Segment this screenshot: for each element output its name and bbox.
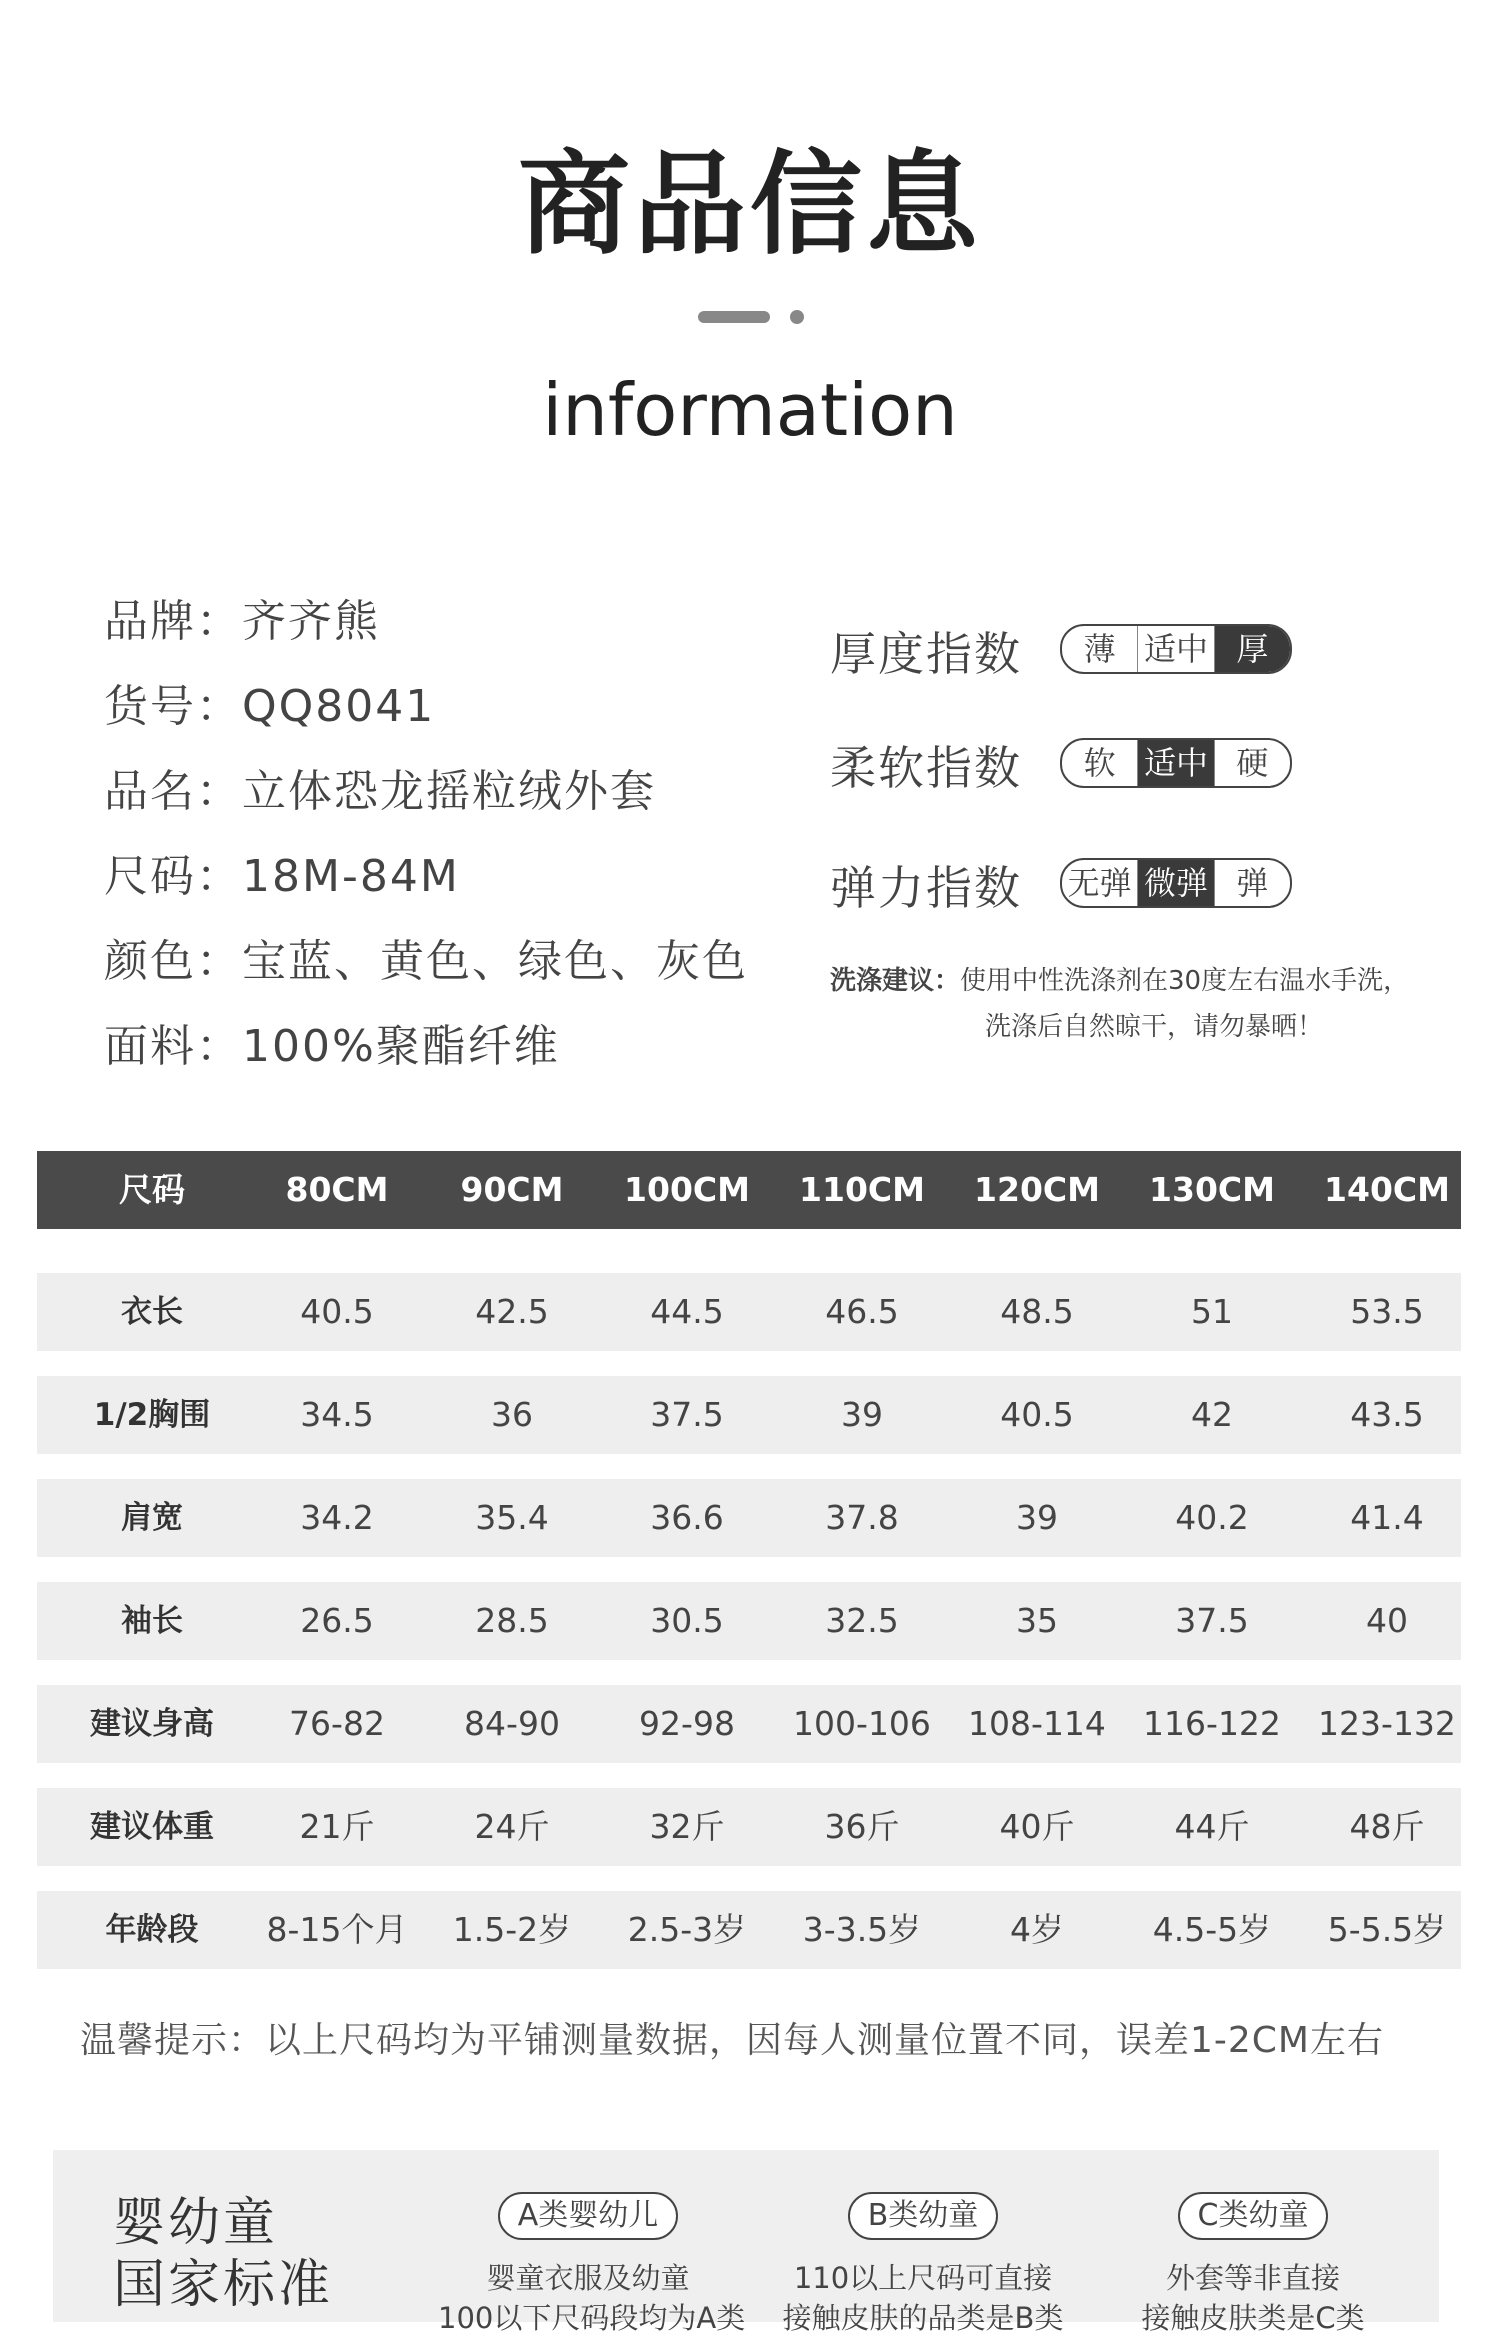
safety-standards-panel <box>53 2150 1439 2335</box>
standard-class-b <box>773 2192 1073 2338</box>
table-cell: 36 <box>491 1395 533 1434</box>
table-cell: 39 <box>1016 1498 1058 1537</box>
table-cell: 43.5 <box>1350 1395 1424 1434</box>
table-cell: 30.5 <box>650 1601 724 1640</box>
info-row-product-name <box>104 755 748 840</box>
table-cell: 28.5 <box>475 1601 549 1640</box>
wash-line-1: 使用中性洗涤剂在30度左右温水手洗， <box>960 966 1410 996</box>
header-cell: 尺码 <box>119 1170 185 1209</box>
scale-option: 适中 <box>1137 626 1213 672</box>
divider-dot <box>790 310 804 324</box>
size-table-header <box>37 1151 1461 1229</box>
table-cell: 48.5 <box>1000 1292 1074 1331</box>
scale-option: 无弹 <box>1067 864 1132 902</box>
row-label: 肩宽 <box>121 1500 183 1536</box>
index-label: 柔软指数 <box>830 741 1022 795</box>
class-badge: C类幼童 <box>1178 2192 1329 2240</box>
table-cell: 2.5-3岁 <box>627 1910 747 1949</box>
header-cell: 100CM <box>624 1170 750 1209</box>
table-cell: 41.4 <box>1350 1498 1424 1537</box>
class-desc-line: 外套等非直接 <box>1165 2261 1340 2295</box>
table-row <box>37 1273 1461 1351</box>
table-cell: 53.5 <box>1350 1292 1424 1331</box>
scale-option: 软 <box>1083 744 1116 782</box>
info-label: 尺码： <box>104 851 242 902</box>
header-cell: 90CM <box>460 1170 564 1209</box>
table-cell: 35.4 <box>475 1498 549 1537</box>
class-description <box>773 2258 1073 2338</box>
row-label: 1/2胸围 <box>93 1397 211 1433</box>
table-cell: 40.2 <box>1175 1498 1249 1537</box>
class-desc-line: 100以下尺码段均为A类 <box>438 2301 746 2335</box>
wash-label: 洗涤建议： <box>830 966 961 996</box>
info-label: 货号： <box>104 681 242 732</box>
table-cell: 3-3.5岁 <box>802 1910 922 1949</box>
class-badge: B类幼童 <box>848 2192 999 2240</box>
info-value: 齐齐熊 <box>242 596 380 647</box>
table-cell: 34.5 <box>300 1395 374 1434</box>
standard-class-c <box>1103 2192 1403 2338</box>
table-cell: 4岁 <box>1010 1910 1064 1949</box>
info-label: 品名： <box>104 766 242 817</box>
table-cell: 35 <box>1016 1601 1058 1640</box>
table-cell: 26.5 <box>300 1601 374 1640</box>
table-cell: 42.5 <box>475 1292 549 1331</box>
table-cell: 116-122 <box>1143 1704 1281 1743</box>
info-row-brand <box>104 585 748 670</box>
table-row <box>37 1788 1461 1866</box>
class-badge: A类婴幼儿 <box>498 2192 679 2240</box>
class-desc-line: 接触皮肤的品类是B类 <box>782 2301 1064 2335</box>
table-cell: 51 <box>1191 1292 1233 1331</box>
table-cell: 37.5 <box>1175 1601 1249 1640</box>
standard-class-a <box>438 2192 746 2338</box>
page-subtitle: information <box>542 368 958 452</box>
info-row-item-number <box>104 670 748 755</box>
header-cell: 130CM <box>1149 1170 1275 1209</box>
header-cell: 120CM <box>974 1170 1100 1209</box>
scale-option-selected: 厚 <box>1214 626 1290 672</box>
table-cell: 39 <box>841 1395 883 1434</box>
standards-title-line-1: 婴幼童 <box>113 2193 279 2253</box>
thickness-scale <box>1060 624 1292 674</box>
standards-title <box>113 2192 333 2316</box>
table-cell: 40斤 <box>999 1807 1075 1846</box>
table-cell: 42 <box>1191 1395 1233 1434</box>
elasticity-scale <box>1060 858 1292 908</box>
softness-scale <box>1060 738 1292 788</box>
table-cell: 8-15个月 <box>266 1910 408 1949</box>
product-info-list <box>104 585 748 1095</box>
index-label: 弹力指数 <box>830 861 1022 915</box>
header-cell: 110CM <box>799 1170 925 1209</box>
info-label: 面料： <box>104 1021 242 1072</box>
table-cell: 5-5.5岁 <box>1327 1910 1447 1949</box>
scale-option: 弹 <box>1214 860 1290 906</box>
info-label: 品牌： <box>104 596 242 647</box>
table-row <box>37 1891 1461 1969</box>
table-cell: 1.5-2岁 <box>452 1910 572 1949</box>
table-cell: 48斤 <box>1349 1807 1425 1846</box>
table-cell: 36斤 <box>824 1807 900 1846</box>
table-cell: 40.5 <box>300 1292 374 1331</box>
table-cell: 36.6 <box>650 1498 724 1537</box>
page-title: 商品信息 <box>518 140 982 270</box>
standards-title-line-2: 国家标准 <box>113 2255 334 2315</box>
row-label: 年龄段 <box>105 1912 199 1948</box>
class-description <box>438 2258 746 2338</box>
scale-option: 硬 <box>1214 740 1290 786</box>
table-cell: 92-98 <box>639 1704 735 1743</box>
row-label: 袖长 <box>121 1603 183 1639</box>
row-label: 建议身高 <box>90 1706 214 1742</box>
table-cell: 40 <box>1366 1601 1408 1640</box>
index-label: 厚度指数 <box>830 627 1022 681</box>
table-cell: 37.5 <box>650 1395 724 1434</box>
row-label: 建议体重 <box>90 1809 214 1845</box>
table-cell: 84-90 <box>464 1704 560 1743</box>
info-value: 18M-84M <box>242 851 460 902</box>
row-label: 衣长 <box>121 1294 183 1330</box>
info-value: 100%聚酯纤维 <box>242 1021 560 1072</box>
table-cell: 44.5 <box>650 1292 724 1331</box>
table-row <box>37 1376 1461 1454</box>
scale-option-selected: 适中 <box>1137 740 1213 786</box>
info-row-color <box>104 925 748 1010</box>
measurement-note: 温馨提示：以上尺码均为平铺测量数据，因每人测量位置不同，误差1-2CM左右 <box>80 2020 1384 2061</box>
table-cell: 4.5-5岁 <box>1152 1910 1272 1949</box>
table-cell: 24斤 <box>474 1807 550 1846</box>
table-row <box>37 1685 1461 1763</box>
table-cell: 46.5 <box>825 1292 899 1331</box>
info-row-size <box>104 840 748 925</box>
table-cell: 40.5 <box>1000 1395 1074 1434</box>
class-desc-line: 接触皮肤类是C类 <box>1141 2301 1365 2335</box>
class-desc-line: 110以上尺码可直接 <box>793 2261 1053 2295</box>
class-description <box>1103 2258 1403 2338</box>
table-cell: 34.2 <box>300 1498 374 1537</box>
class-desc-line: 婴童衣服及幼童 <box>486 2261 690 2295</box>
info-label: 颜色： <box>104 936 242 987</box>
info-value: 立体恐龙摇粒绒外套 <box>242 766 656 817</box>
table-cell: 100-106 <box>793 1704 931 1743</box>
table-cell: 32.5 <box>825 1601 899 1640</box>
table-cell: 32斤 <box>649 1807 725 1846</box>
header-cell: 80CM <box>285 1170 389 1209</box>
table-cell: 123-132 <box>1318 1704 1456 1743</box>
scale-option-selected: 微弹 <box>1137 860 1213 906</box>
table-row <box>37 1582 1461 1660</box>
divider-dash <box>698 311 770 323</box>
table-cell: 76-82 <box>289 1704 385 1743</box>
table-cell: 108-114 <box>968 1704 1106 1743</box>
info-value: QQ8041 <box>242 681 436 732</box>
info-row-fabric <box>104 1010 748 1095</box>
header-cell: 140CM <box>1324 1170 1450 1209</box>
wash-advice <box>830 958 1470 1050</box>
info-value: 宝蓝、黄色、绿色、灰色 <box>242 936 748 987</box>
scale-option: 薄 <box>1083 630 1116 668</box>
table-row <box>37 1479 1461 1557</box>
table-cell: 21斤 <box>299 1807 375 1846</box>
table-cell: 37.8 <box>825 1498 899 1537</box>
wash-line-2: 洗涤后自然晾干，请勿暴晒！ <box>985 1012 1324 1042</box>
table-cell: 44斤 <box>1174 1807 1250 1846</box>
